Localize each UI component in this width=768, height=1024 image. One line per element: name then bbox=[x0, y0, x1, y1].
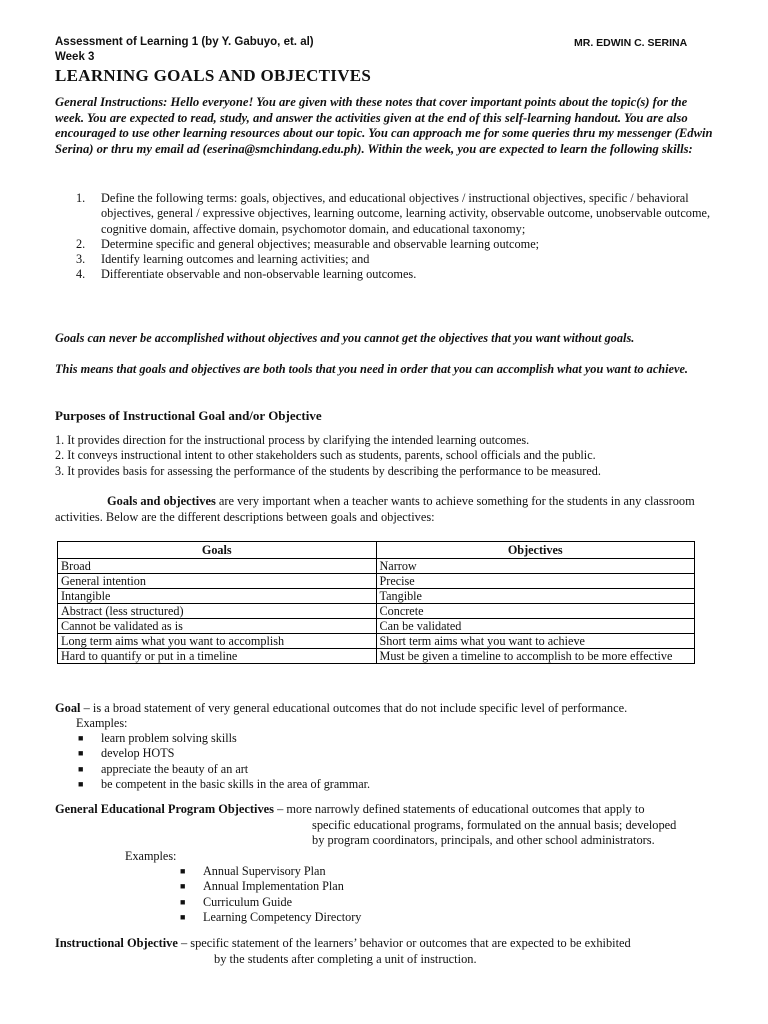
list-number: 2. bbox=[76, 236, 86, 251]
list-number: 3. bbox=[76, 252, 86, 267]
list-item bbox=[76, 237, 726, 252]
table-cell: Can be validated bbox=[376, 619, 695, 634]
table-cell: Concrete bbox=[376, 604, 695, 619]
table-row bbox=[58, 634, 695, 649]
list-item: ■ develop HOTS bbox=[78, 746, 175, 761]
instructional-objective-definition bbox=[55, 936, 631, 951]
course-title: Assessment of Learning 1 (by Y. Gabuyo, et. al) bbox=[55, 36, 314, 48]
table-header-row bbox=[58, 542, 695, 559]
table-cell: Short term aims what you want to achieve bbox=[376, 634, 695, 649]
bullet-icon: ■ bbox=[180, 866, 186, 876]
table-cell: Intangible bbox=[58, 589, 377, 604]
list-item: 1. It provides direction for the instructional process by clarifying the intended learning outcomes. bbox=[55, 433, 530, 447]
table-cell: Hard to quantify or put in a timeline bbox=[58, 649, 377, 664]
bullet-icon: ■ bbox=[180, 912, 186, 923]
list-number: 1. bbox=[76, 191, 86, 205]
program-objectives-definition bbox=[55, 802, 645, 817]
bullet-icon: ■ bbox=[180, 881, 186, 892]
bullet-icon: ■ bbox=[78, 779, 84, 790]
list-text: Differentiate observable and non-observable learning outcomes. bbox=[101, 267, 417, 282]
table-cell: General intention bbox=[58, 574, 377, 589]
list-item: ■ appreciate the beauty of an art bbox=[78, 761, 249, 776]
table-row bbox=[58, 604, 695, 619]
goals-objectives-statement: Goals can never be accomplished without objectives and you cannot get the objectives that you want without goals. bbox=[55, 331, 635, 345]
goal-definition bbox=[55, 701, 627, 716]
list-item: ■ Annual Supervisory Plan bbox=[180, 864, 326, 878]
table-cell: Narrow bbox=[376, 559, 695, 574]
list-item: ■ learn problem solving skills bbox=[78, 731, 237, 745]
table-cell: Abstract (less structured) bbox=[58, 604, 377, 619]
table-cell: Must be given a timeline to accomplish to be more effective bbox=[376, 649, 695, 664]
list-item bbox=[76, 267, 726, 282]
program-objectives-line2: specific educational programs, formulated on the annual basis; developed bbox=[312, 818, 677, 832]
teacher-name: MR. EDWIN C. SERINA bbox=[574, 37, 688, 49]
goals-objectives-paragraph bbox=[55, 494, 725, 525]
list-item: ■ be competent in the basic skills in the area of grammar. bbox=[78, 777, 371, 792]
list-number: 4. bbox=[76, 267, 86, 282]
list-text: Define the following terms: goals, objectives, and educational objectives / instructional objectives, specific / behavioral objectives, general / expressive objectives, learning outcome, learning activity, observable outcome, unobservable outcome, cognitive domain, affective domain, psychomotor domain, and educational taxonomy; bbox=[101, 191, 711, 236]
table-cell: Tangible bbox=[376, 589, 695, 604]
bullet-icon: ■ bbox=[180, 896, 186, 907]
program-objectives-line3: by program coordinators, principals, and other school administrators. bbox=[312, 833, 655, 847]
purposes-heading: Purposes of Instructional Goal and/or Objective bbox=[55, 408, 322, 423]
course-header bbox=[55, 35, 314, 65]
list-item: 2. It conveys instructional intent to other stakeholders such as students, parents, school officials and the public. bbox=[55, 448, 596, 463]
list-item bbox=[76, 191, 726, 237]
tools-statement: This means that goals and objectives are both tools that you need in order that you can accomplish what you want to achieve. bbox=[55, 362, 688, 376]
goals-vs-objectives-table bbox=[57, 541, 695, 664]
list-item bbox=[76, 252, 726, 267]
table-row bbox=[58, 574, 695, 589]
general-instructions: General Instructions: Hello everyone! You are given with these notes that cover important points about the topic(s) for the week. You are expected to read, study, and answer the activities given at the end of this self-learning handout. You are also encouraged to use other learning resources about our topic. You can approach me for some queries thru my messenger (Edwin Serina) or thru my email ad (eserina@smchindang.edu.ph). Within the week, you are expected to learn the following skills: bbox=[55, 95, 713, 156]
table-row bbox=[58, 559, 695, 574]
list-item: ■ Annual Implementation Plan bbox=[180, 879, 344, 894]
program-objectives-term: General Educational Program Objectives bbox=[55, 802, 274, 816]
program-examples-list bbox=[180, 864, 361, 926]
table-row bbox=[58, 619, 695, 634]
page-title: LEARNING GOALS AND OBJECTIVES bbox=[55, 66, 372, 85]
list-item: ■ Curriculum Guide bbox=[180, 894, 293, 909]
goals-objectives-text: are very important when a teacher wants to achieve something for the students in any classroom activities. Below are the different descriptions between goals and objectives: bbox=[55, 494, 695, 524]
table-cell: Long term aims what you want to accomplish bbox=[58, 634, 377, 649]
bullet-icon: ■ bbox=[78, 748, 84, 759]
column-header-objectives: Objectives bbox=[376, 542, 695, 559]
table-row bbox=[58, 589, 695, 604]
bullet-icon: ■ bbox=[78, 733, 84, 743]
program-objectives-line1: – more narrowly defined statements of educational outcomes that apply to bbox=[273, 802, 645, 816]
table-cell: Cannot be validated as is bbox=[58, 619, 377, 634]
goal-examples-list bbox=[78, 731, 370, 793]
list-item: ■ Learning Competency Directory bbox=[180, 910, 362, 925]
instructional-objective-line2: by the students after completing a unit of instruction. bbox=[214, 952, 477, 966]
bullet-icon: ■ bbox=[78, 763, 84, 774]
program-examples-label: Examples: bbox=[125, 849, 177, 863]
table-row bbox=[58, 649, 695, 664]
goals-objectives-term: Goals and objectives bbox=[107, 494, 216, 508]
instructional-objective-line1: – specific statement of the learners’ behavior or outcomes that are expected to be exhibited bbox=[177, 936, 631, 950]
goal-term: Goal bbox=[55, 701, 81, 715]
instructional-objective-term: Instructional Objective bbox=[55, 936, 178, 950]
table-cell: Broad bbox=[58, 559, 377, 574]
goal-definition-text: – is a broad statement of very general educational outcomes that do not include specific level of performance. bbox=[80, 701, 628, 715]
table-cell: Precise bbox=[376, 574, 695, 589]
list-text: Identify learning outcomes and learning activities; and bbox=[101, 252, 370, 267]
list-text: Determine specific and general objectives; measurable and observable learning outcome; bbox=[101, 236, 540, 251]
skills-list bbox=[76, 191, 726, 283]
list-item: 3. It provides basis for assessing the performance of the students by describing the performance to be measured. bbox=[55, 463, 601, 478]
goal-examples-label: Examples: bbox=[76, 716, 128, 730]
week-label: Week 3 bbox=[55, 51, 95, 63]
column-header-goals: Goals bbox=[58, 542, 377, 559]
purposes-list bbox=[55, 433, 735, 479]
